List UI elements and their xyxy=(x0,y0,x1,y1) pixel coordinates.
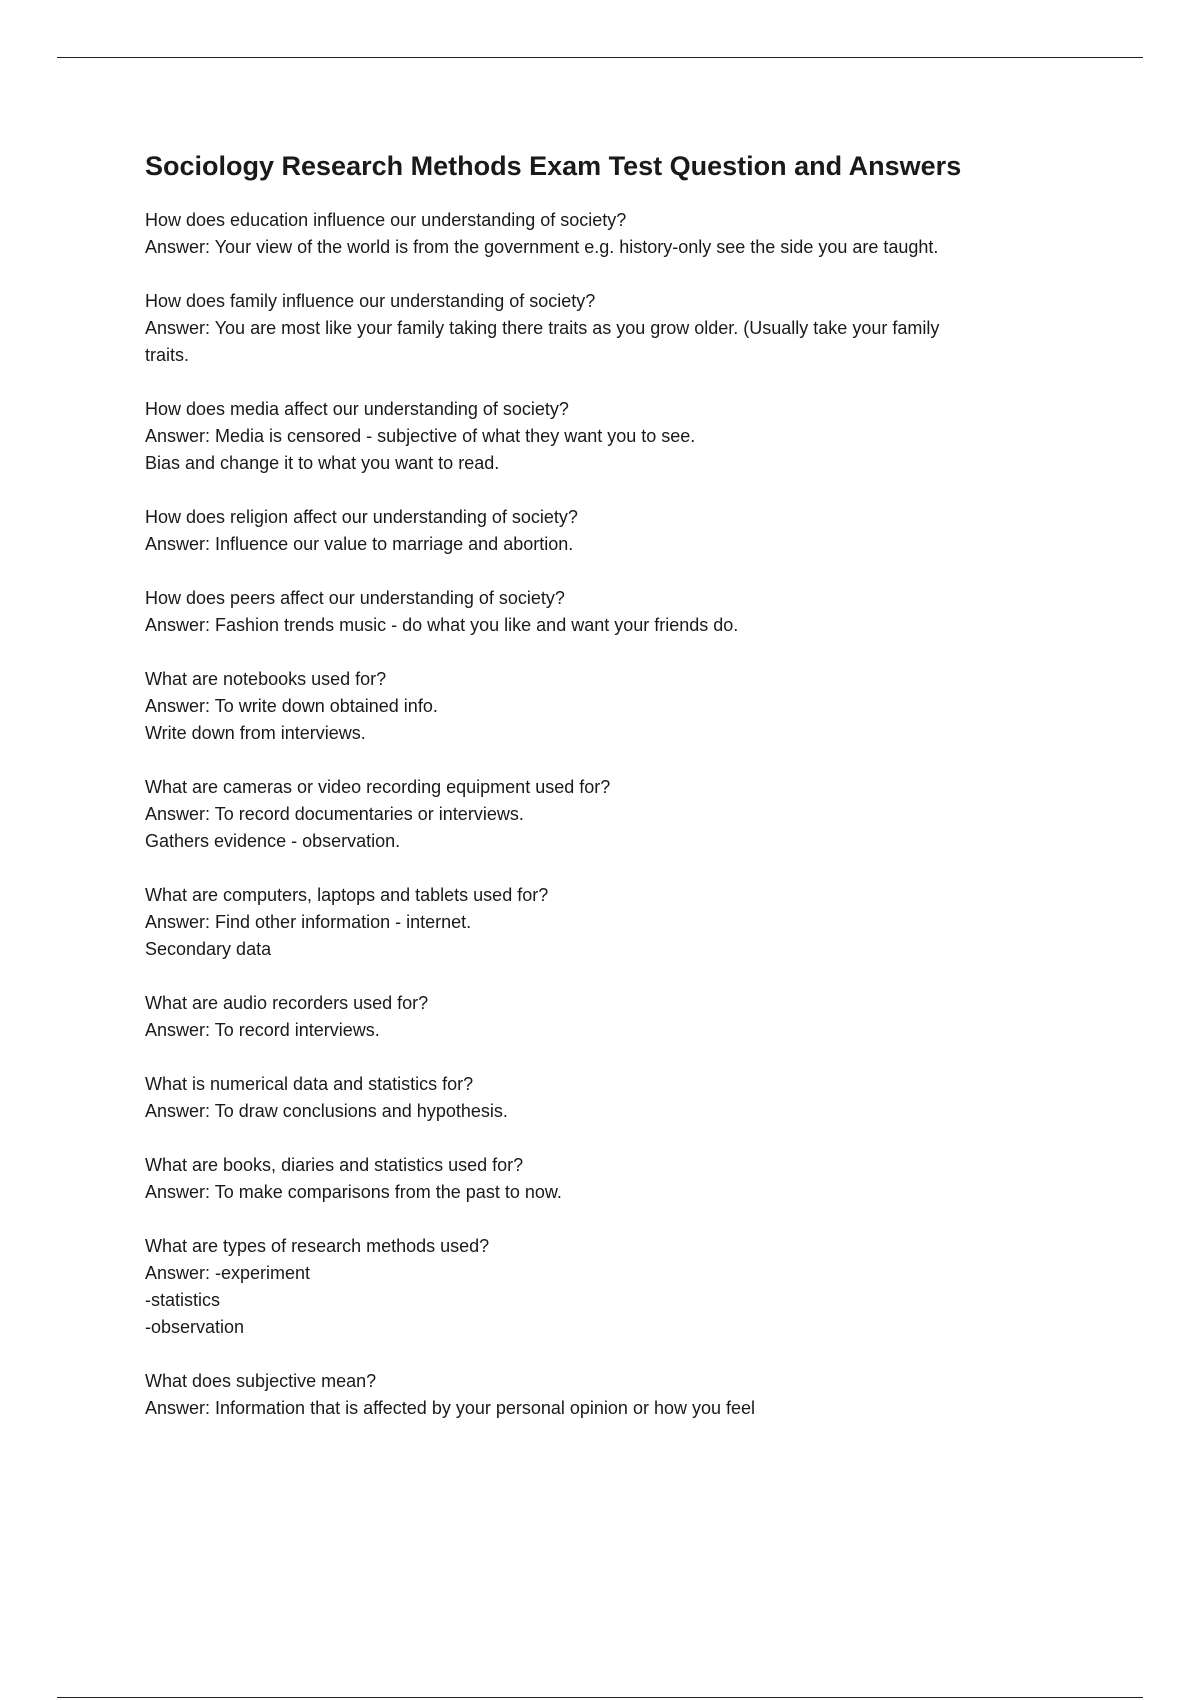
question-text: What are cameras or video recording equipment used for? xyxy=(145,777,611,797)
answer-text: -statistics xyxy=(145,1290,221,1310)
answer-text: -observation xyxy=(145,1317,245,1337)
answer-text: Answer: Influence our value to marriage and abortion. xyxy=(145,534,574,554)
qa-block xyxy=(145,1368,1095,1422)
question-text: What does subjective mean? xyxy=(145,1371,377,1391)
question-text: How does peers affect our understanding of society? xyxy=(145,588,565,608)
document-body xyxy=(145,146,1095,1449)
answer-text: Answer: Your view of the world is from the government e.g. history-only see the side you are taught. xyxy=(145,237,939,257)
bottom-rule xyxy=(57,1697,1143,1698)
question-text: How does family influence our understanding of society? xyxy=(145,291,596,311)
question-text: What are notebooks used for? xyxy=(145,669,387,689)
answer-text: Gathers evidence - observation. xyxy=(145,831,401,851)
answer-text: traits. xyxy=(145,345,190,365)
qa-block xyxy=(145,207,1095,261)
answer-text: Answer: Find other information - internet. xyxy=(145,912,472,932)
qa-block xyxy=(145,1233,1095,1341)
answer-text: Answer: You are most like your family taking there traits as you grow older. (Usually take your family xyxy=(145,318,940,338)
answer-text: Answer: To record interviews. xyxy=(145,1020,380,1040)
question-text: What is numerical data and statistics for? xyxy=(145,1074,474,1094)
answer-text: Answer: Information that is affected by your personal opinion or how you feel xyxy=(145,1398,756,1418)
qa-block xyxy=(145,585,1095,639)
qa-block xyxy=(145,666,1095,747)
answer-text: Secondary data xyxy=(145,939,272,959)
answer-text: Answer: To record documentaries or interviews. xyxy=(145,804,524,824)
qa-block xyxy=(145,774,1095,855)
qa-block xyxy=(145,990,1095,1044)
qa-block xyxy=(145,396,1095,477)
answer-text: Answer: Media is censored - subjective of what they want you to see. xyxy=(145,426,696,446)
document-title: Sociology Research Methods Exam Test Question and Answers xyxy=(145,151,962,181)
qa-block xyxy=(145,882,1095,963)
qa-block xyxy=(145,1152,1095,1206)
question-text: How does religion affect our understanding of society? xyxy=(145,507,578,527)
qa-block xyxy=(145,504,1095,558)
qa-block xyxy=(145,288,1095,369)
answer-text: Answer: Fashion trends music - do what you like and want your friends do. xyxy=(145,615,739,635)
answer-text: Write down from interviews. xyxy=(145,723,366,743)
question-text: How does education influence our understanding of society? xyxy=(145,210,627,230)
answer-text: Bias and change it to what you want to read. xyxy=(145,453,500,473)
question-text: What are computers, laptops and tablets used for? xyxy=(145,885,549,905)
answer-text: Answer: To draw conclusions and hypothesis. xyxy=(145,1101,508,1121)
top-rule xyxy=(57,57,1143,58)
question-text: What are audio recorders used for? xyxy=(145,993,429,1013)
question-text: What are types of research methods used? xyxy=(145,1236,490,1256)
question-text: What are books, diaries and statistics used for? xyxy=(145,1155,524,1175)
answer-text: Answer: To write down obtained info. xyxy=(145,696,438,716)
answer-text: Answer: To make comparisons from the past to now. xyxy=(145,1182,562,1202)
question-text: How does media affect our understanding of society? xyxy=(145,399,569,419)
answer-text: Answer: -experiment xyxy=(145,1263,311,1283)
qa-block xyxy=(145,1071,1095,1125)
